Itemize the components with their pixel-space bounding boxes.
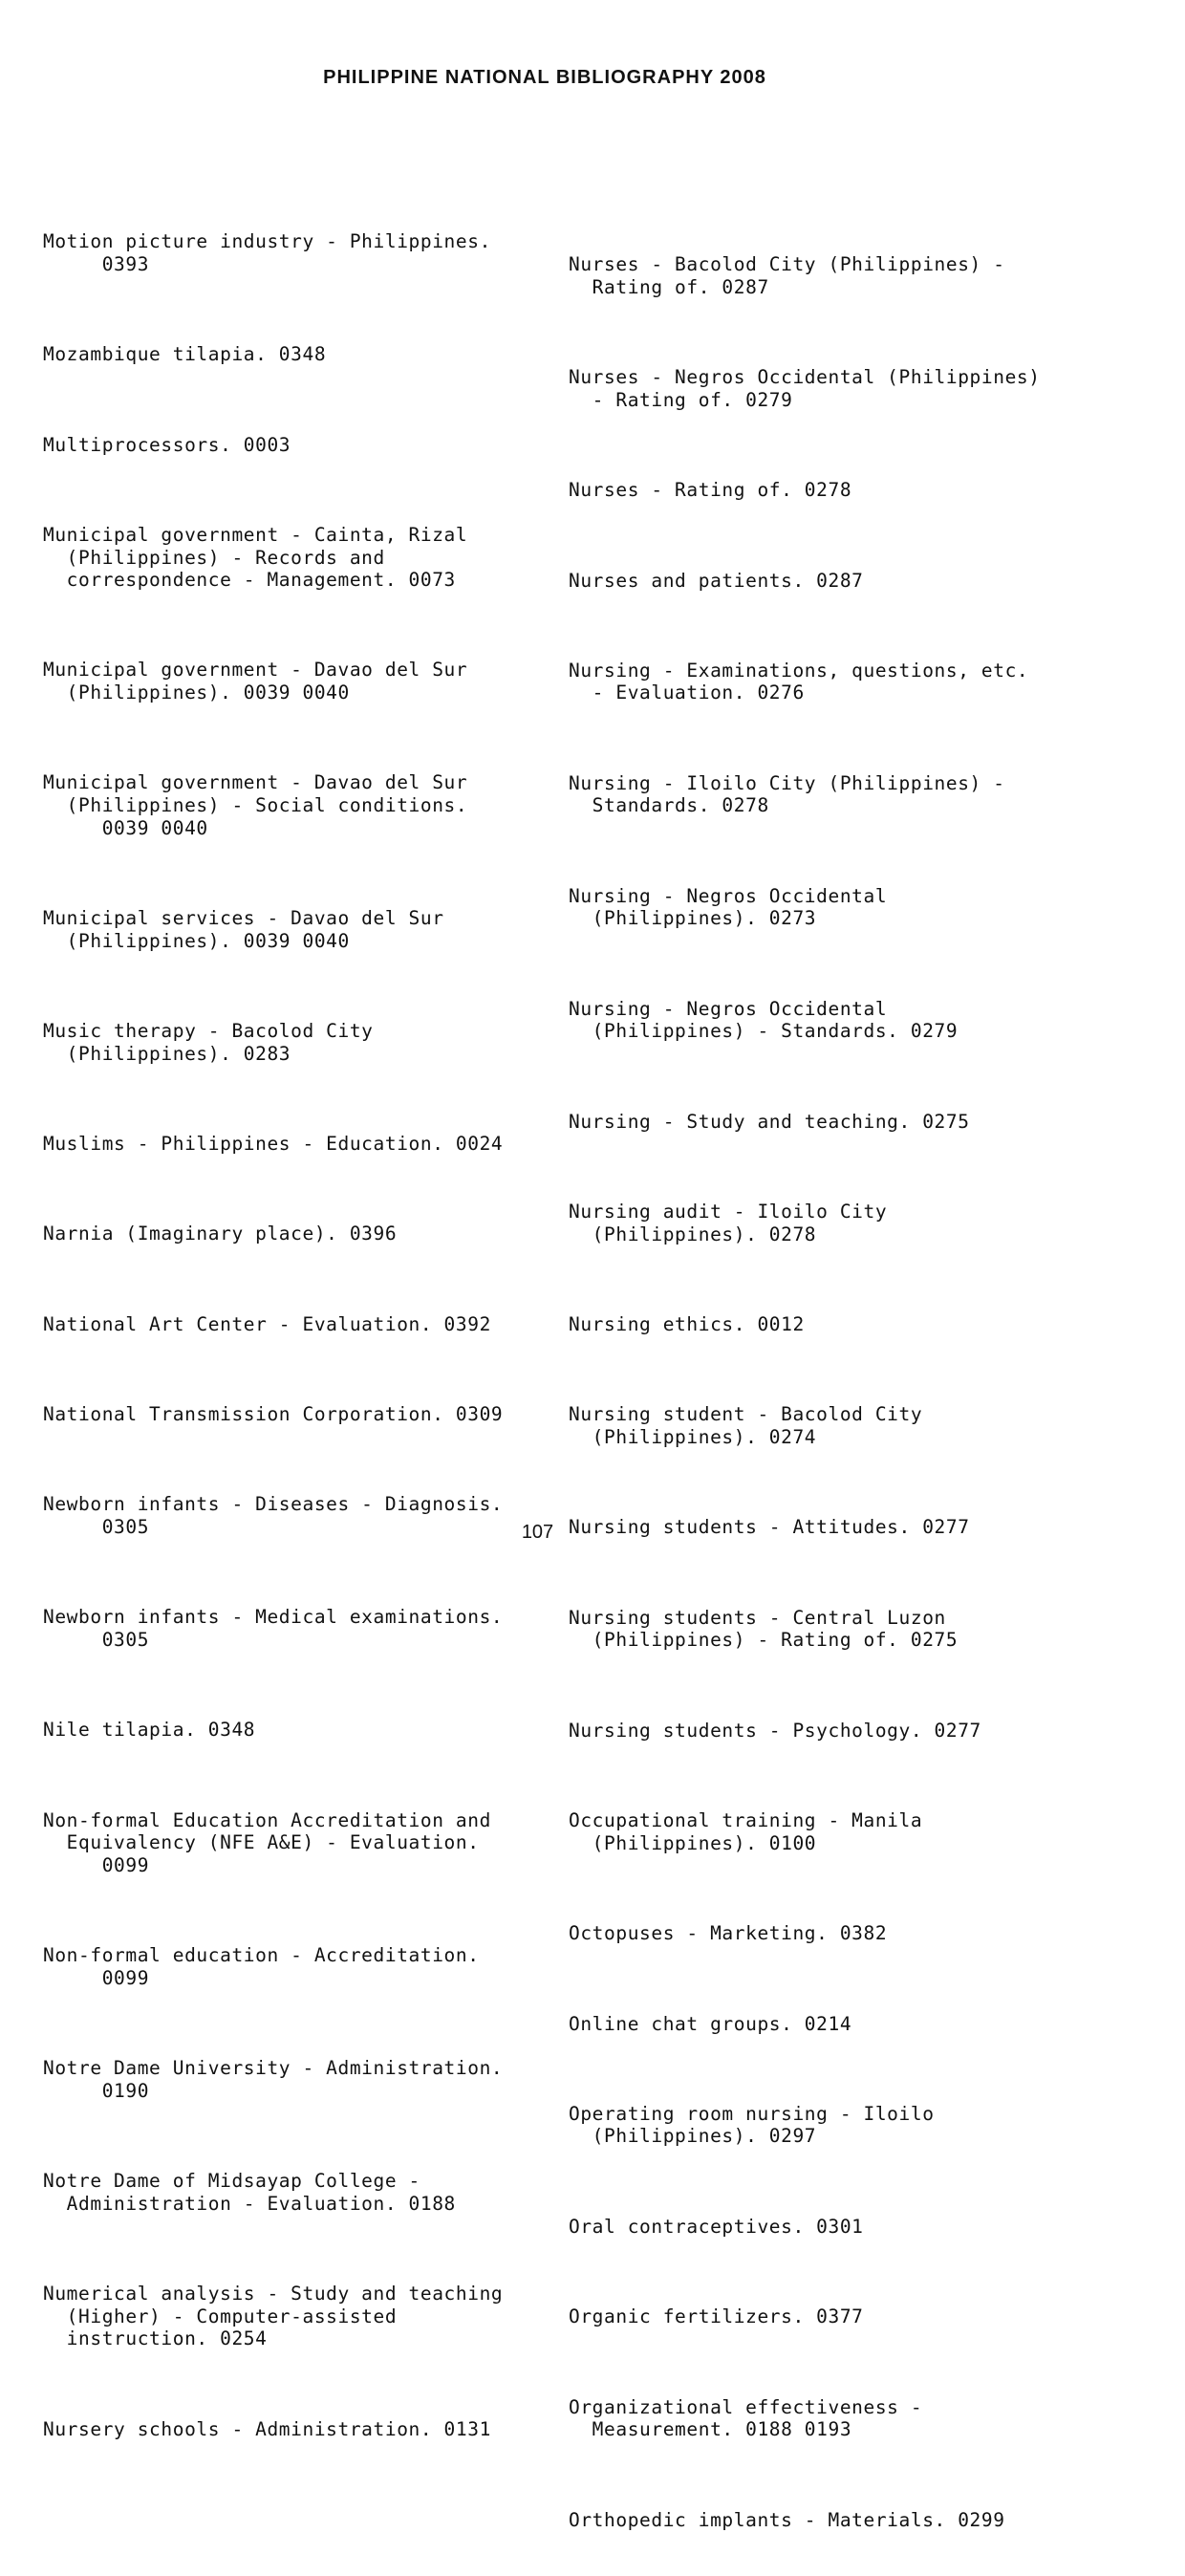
index-entry: Nurses - Bacolod City (Philippines) - Rating of. 0287 xyxy=(569,253,1005,298)
index-entry: Non-formal Education Accreditation and Equivalency (NFE A&E) - Evaluation. 0099 xyxy=(43,1808,491,1876)
index-entry: Nursing students - Attitudes. 0277 xyxy=(569,1516,970,1539)
index-entry: Nursing - Negros Occidental (Philippines) - Standards. 0279 xyxy=(569,997,959,1043)
page-number: 107 xyxy=(521,1522,554,1543)
index-entry: Municipal government - Davao del Sur (Philippines) - Social conditions. 0039 0040 xyxy=(43,771,468,839)
index-entry: Non-formal education - Accreditation. 0099 xyxy=(43,1944,480,1989)
index-entry: Operating room nursing - Iloilo (Philippines). 0297 xyxy=(569,2102,935,2148)
index-entry: National Art Center - Evaluation. 0392 xyxy=(43,1312,491,1335)
index-entry: Nursing students - Psychology. 0277 xyxy=(569,1719,981,1742)
index-entry: Notre Dame University - Administration. 0190 xyxy=(43,2057,504,2102)
index-entry: Newborn infants - Medical examinations. 0305 xyxy=(43,1606,504,1651)
index-entry: Muslims - Philippines - Education. 0024 xyxy=(43,1132,504,1155)
index-entry: Nursing - Study and teaching. 0275 xyxy=(569,1110,970,1133)
index-entry: Oral contraceptives. 0301 xyxy=(569,2215,864,2238)
index-entry: Nurses - Negros Occidental (Philippines) - Rating of. 0279 xyxy=(569,366,1041,411)
index-entry: Nile tilapia. 0348 xyxy=(43,1719,256,1742)
index-entry: National Transmission Corporation. 0309 xyxy=(43,1403,504,1426)
index-entry: Nursing - Negros Occidental (Philippines). 0273 xyxy=(569,884,888,930)
page-title: PHILIPPINE NATIONAL BIBLIOGRAPHY 2008 xyxy=(323,67,766,88)
index-entry: Nursing students - Central Luzon (Philippines) - Rating of. 0275 xyxy=(569,1606,959,1652)
index-entry: Online chat groups. 0214 xyxy=(569,2012,852,2035)
index-entry: Nurses - Rating of. 0278 xyxy=(569,479,852,502)
index-entry: Numerical analysis - Study and teaching (Higher) - Computer-assisted instruction. 0254 xyxy=(43,2283,504,2350)
index-entry: Multiprocessors. 0003 xyxy=(43,433,291,456)
index-entry: Music therapy - Bacolod City (Philippines). 0283 xyxy=(43,1019,374,1065)
index-entry: Nursing - Examinations, questions, etc. - Evaluation. 0276 xyxy=(569,659,1029,704)
index-entry: Municipal government - Cainta, Rizal (Philippines) - Records and correspondence - Management. 0073 xyxy=(43,523,468,592)
index-entry: Octopuses - Marketing. 0382 xyxy=(569,1922,888,1945)
index-entry: Municipal government - Davao del Sur (Philippines). 0039 0040 xyxy=(43,659,468,704)
right-column xyxy=(569,208,1085,2576)
index-entry: Nursing - Iloilo City (Philippines) - Standards. 0278 xyxy=(569,771,1005,817)
index-entry: Nurses and patients. 0287 xyxy=(569,569,864,592)
index-entry: Organizational effectiveness - Measurement. 0188 0193 xyxy=(569,2395,923,2441)
index-entry: Narnia (Imaginary place). 0396 xyxy=(43,1223,398,1245)
index-entry: Nursing audit - Iloilo City (Philippines). 0278 xyxy=(569,1201,888,1245)
index-entry: Occupational training - Manila (Philippines). 0100 xyxy=(569,1809,923,1854)
index-entry: Mozambique tilapia. 0348 xyxy=(43,343,327,366)
left-column xyxy=(43,185,559,2486)
index-entry: Nursery schools - Administration. 0131 xyxy=(43,2417,491,2440)
index-entry: Notre Dame of Midsayap College - Administration - Evaluation. 0188 xyxy=(43,2170,456,2215)
index-entry: Municipal services - Davao del Sur (Philippines). 0039 0040 xyxy=(43,907,444,952)
index-entry: Nursing student - Bacolod City (Philippines). 0274 xyxy=(569,1403,923,1449)
index-entry: Organic fertilizers. 0377 xyxy=(569,2305,864,2328)
index-entry: Motion picture industry - Philippines. 0393 xyxy=(43,230,491,275)
index-entry: Orthopedic implants - Materials. 0299 xyxy=(569,2508,1005,2531)
index-entry: Newborn infants - Diseases - Diagnosis. 0305 xyxy=(43,1493,504,1539)
index-entry: Nursing ethics. 0012 xyxy=(569,1313,805,1336)
